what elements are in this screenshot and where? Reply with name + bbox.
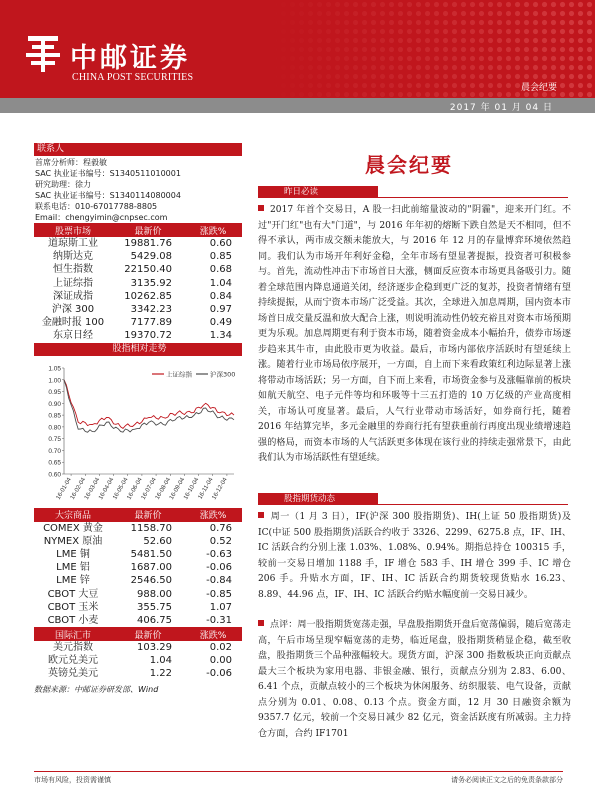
cell-name: CBOT 小麦: [47, 614, 99, 626]
cell-price: 7177.89: [130, 317, 172, 329]
fx-table: [34, 627, 242, 681]
cell-price: 19370.72: [124, 330, 172, 342]
cell-change: 1.34: [209, 330, 232, 342]
bullet-icon: [258, 205, 264, 211]
x-tick-label: 16-11-04: [197, 476, 215, 500]
cell-change: 0.68: [209, 264, 232, 276]
index-relative-chart: [34, 356, 242, 508]
y-tick-label: 0.65: [48, 459, 61, 467]
x-tick-label: 16-06-04: [126, 476, 144, 501]
section-header-yesterday: [258, 186, 568, 198]
section-label: 股指期货动态: [258, 493, 378, 505]
section-label: 昨日必读: [258, 186, 378, 198]
divider: [378, 197, 568, 198]
cell-price: 3342.23: [130, 304, 172, 316]
section2-paragraph-1: [258, 510, 571, 603]
table-row: [34, 250, 242, 263]
data-source-note: 数据来源：中邮证券研发部、Wind: [34, 684, 159, 694]
y-tick-label: 0.80: [48, 423, 61, 431]
cell-change: 0.84: [209, 290, 232, 302]
cell-name: 恒生指数: [53, 264, 93, 276]
table-row: [34, 561, 242, 574]
section2-text-1: 周一（1 月 3 日），IF(沪深 300 股指期货)、IH(上证 50 股指期货)及 IC(中证 500 股指期货)活跃合约收于 3326、2299、6275.8 点，IF、IH、IC 活跃合约分别上涨 1.03%、1.08%、0.94%。期指总持仓 100315 手，较前一交易日增加 1188 手，IF 增仓 583 手、IH 增仓 399 手、IC 增仓 206 手。升贴水方面，IF、IH、IC 活跃合约期货较现货贴水 16.23、8.89、44.96 点，IF、IH、IC 活跃合约贴水幅度前一交易日减少。: [258, 512, 571, 600]
cell-change: 0.97: [209, 304, 232, 316]
contact-email: Email：chengyimin@cnpsec.com: [35, 213, 168, 222]
cell-change: 0.52: [209, 535, 232, 547]
report-date: 2017 年 01 月 04 日: [449, 103, 553, 113]
cell-name: LME 铜: [56, 548, 90, 560]
table-row: [34, 535, 242, 548]
cell-name: CBOT 玉米: [47, 601, 99, 613]
cell-price: 988.00: [137, 588, 172, 600]
cell-change: -0.06: [206, 668, 232, 680]
cell-change: -0.63: [206, 548, 232, 560]
cell-name: LME 锌: [56, 575, 90, 587]
x-tick-label: 16-07-04: [140, 476, 158, 501]
section1-paragraph: [258, 203, 571, 467]
table-row: [34, 290, 242, 303]
col-header: 大宗商品: [34, 508, 112, 522]
contact-line: SAC 执业证书编号：S1340511010001: [35, 169, 181, 178]
table-row: [34, 548, 242, 561]
table-row: [34, 654, 242, 667]
table-row: [34, 667, 242, 680]
x-tick-label: 16-10-04: [183, 476, 201, 501]
cell-name: CBOT 大豆: [47, 588, 99, 600]
x-tick-label: 16-04-04: [98, 476, 116, 501]
cell-change: 1.04: [209, 277, 232, 289]
cell-change: 0.76: [209, 522, 232, 534]
contact-line: 联系电话：010-67017788-8805: [35, 202, 158, 211]
cell-price: 1158.70: [130, 522, 172, 534]
cell-price: 19881.76: [124, 238, 172, 250]
col-header: 涨跌%: [184, 223, 242, 237]
table-row: [34, 574, 242, 587]
cell-price: 406.75: [137, 614, 172, 626]
cell-change: 0.49: [209, 317, 232, 329]
col-header: 涨跌%: [184, 508, 242, 522]
col-header: 国际汇市: [34, 627, 112, 641]
report-type-label: 晨会纪要: [520, 83, 557, 93]
cell-change: 0.00: [209, 655, 232, 667]
cell-name: 金融时报 100: [41, 317, 105, 329]
cell-price: 2546.50: [130, 575, 172, 587]
bullet-icon: [258, 512, 264, 518]
x-tick-label: 16-05-04: [112, 476, 130, 501]
cell-price: 5429.08: [130, 251, 172, 263]
y-tick-label: 1.05: [48, 365, 61, 372]
contact-info: [34, 157, 242, 223]
commodity-table: [34, 508, 242, 628]
legend-label: 沪深300: [210, 370, 236, 378]
cell-change: 0.02: [209, 642, 232, 654]
report-header: [0, 0, 595, 98]
cell-price: 1.04: [149, 655, 172, 667]
table-row: [34, 237, 242, 250]
cell-price: 52.60: [143, 535, 172, 547]
y-tick-label: 0.75: [48, 435, 61, 443]
cell-price: 1687.00: [130, 562, 172, 574]
y-tick-label: 0.70: [48, 447, 61, 455]
cell-name: LME 铝: [56, 562, 90, 574]
contact-line: 首席分析师：程毅敏: [35, 158, 107, 167]
line-chart-svg: [34, 356, 242, 508]
brand-name-en: CHINA POST SECURITIES: [72, 72, 194, 83]
cell-name: 沪深 300: [51, 304, 95, 316]
table-row: [34, 303, 242, 316]
y-tick-label: 1.00: [48, 376, 61, 384]
y-tick-label: 0.90: [48, 400, 61, 408]
cell-change: 0.60: [209, 238, 232, 250]
cell-price: 1.22: [149, 668, 172, 680]
series-line-1: [64, 379, 234, 428]
table-row: [34, 263, 242, 276]
table-row: [34, 277, 242, 290]
cell-change: -0.84: [206, 575, 232, 587]
page-title: 晨会纪要: [365, 153, 453, 177]
section1-text: 2017 年首个交易日，A 股一扫此前缩量波动的"阴霾"，迎来开门红。不过"开门红"也有大"门道"，与 2016 年年初的熔断下跌自然是天不相同，但不得不承认，两市成交额未能放大，与 2016 年 12 月的存量博弈环境依然趋同。我们认为市场开年利好金稳，全年市场有望显著提振，投资者可积极参与。首先，流动性冲击下市场首日大涨，侧面反应资本市场更具备吸引力。随着全球范围内降息通道关闭，经济逐步企稳到更广泛的复苏，投资者情绪有望持续提振，从而宁资本市场广泛受益。其次，全球进入加息周期，国内资本市场首日成交量反温和放大配合上涨，则说明流动性仍较充裕且对资本市场预期更为乐观。加息周期更有利于资本市场，随着资金成本小幅抬升，债券市场逐步趋来其牛市，由此股市更为收益。最后，市场内部依序活跃时有望延续上涨。随着行业市场局依序展开，一方面，自上而下来看政策红利边际显著上涨将带动市场活跃；另一方面，自下而上来看，市场资金参与及涨幅靠前的板块如航天航空、电子元件等均和环吸等十三五打造的 10 万亿级的产业高度相关，市场认可度显著。最后，人气行业带动市场活好，如券商行托，随着 2016 年结算完毕，多元金融里的券商行托有望获重前行再度出现业绩增速趋强的格局，而资本市场的人气活跃更多体现在该行业的持续走强常景下，由此我们认为市场活跃性有望延续。: [258, 205, 571, 463]
legend-label: 上证综指: [166, 370, 192, 378]
y-tick-label: 0.85: [48, 412, 61, 420]
x-tick-label: 16-01-04: [55, 476, 73, 501]
x-tick-label: 16-09-04: [168, 476, 187, 501]
cell-price: 10262.85: [124, 290, 172, 302]
cell-price: 3135.92: [130, 277, 172, 289]
cell-price: 103.29: [137, 642, 172, 654]
cell-name: 纳斯达克: [53, 251, 93, 263]
contact-line: SAC 执业证书编号：S1340114080004: [35, 191, 181, 200]
section2-text-2: 点评：周一股指期货宽荡走强，早盘股指期货开盘后宽荡偏弱，随后宽荡走高，午后市场呈现窄幅宽荡的走势，临近尾盘，股指期货稍显企稳，截至收盘，股指期货三个品种涨幅较大。现货方面，沪深 300 指数板块正向贡献点最大三个板块为家用电器、非银金融、银行，贡献点分别为 2.83、6.00、6.41 个点，贡献点较小的三个板块为休闲服务、纺织服装、电气设备，贡献点分别为 0.01、0.08、0.13 个点。资金方面，12 月 30 日融资余额为 9357.7 亿元，较前一个交易日减少 82 亿元，资金活跃度有所减弱。主力持仓方面，合约 IF1701: [258, 620, 571, 739]
x-tick-label: 16-12-04: [211, 476, 229, 501]
table-row: [34, 641, 242, 654]
cell-name: 东京日经: [53, 330, 93, 342]
x-tick-label: 16-08-04: [154, 476, 172, 501]
footer-risk-note: 市场有风险，投资需谨慎: [34, 776, 111, 784]
table-row: [34, 587, 242, 600]
cell-name: NYMEX 原油: [43, 535, 103, 547]
cell-name: 上证综指: [53, 277, 93, 289]
x-tick-label: 16-02-04: [69, 476, 87, 501]
col-header: 最新价: [112, 223, 184, 237]
cell-price: 22150.40: [124, 264, 172, 276]
cell-name: COMEX 黄金: [43, 522, 103, 534]
brand-name-cn: 中邮证券: [70, 43, 190, 74]
col-header: 涨跌%: [184, 627, 242, 641]
cell-name: 英镑兑美元: [48, 668, 98, 680]
y-tick-label: 0.60: [48, 471, 61, 478]
y-tick-label: 0.95: [48, 388, 61, 396]
footer-divider: [34, 771, 563, 772]
footer-disclaimer: 请务必阅读正文之后的免责条款部分: [451, 776, 563, 784]
table-row: [34, 316, 242, 329]
cell-name: 欧元兑美元: [48, 655, 98, 667]
cell-name: 道琼斯工业: [48, 238, 98, 250]
left-sidebar: [34, 143, 242, 695]
cell-change: 0.85: [209, 251, 232, 263]
col-header: 最新价: [112, 627, 184, 641]
divider: [378, 504, 568, 505]
bullet-icon: [258, 620, 264, 626]
chart-title: 股指相对走势: [34, 343, 242, 356]
section-header-futures: [258, 493, 568, 505]
stock-index-table: [34, 223, 242, 343]
table-row: [34, 329, 242, 342]
cell-price: 5481.50: [130, 548, 172, 560]
china-post-logo-icon: [26, 34, 60, 74]
table-row: [34, 522, 242, 535]
col-header: 最新价: [112, 508, 184, 522]
cell-name: 美元指数: [53, 642, 93, 654]
cell-name: 深证成指: [53, 290, 93, 302]
cell-change: -0.31: [206, 614, 232, 626]
cell-change: -0.85: [206, 588, 232, 600]
cell-price: 355.75: [137, 601, 172, 613]
contact-header: 联系人: [34, 143, 242, 156]
cell-change: -0.06: [206, 562, 232, 574]
table-row: [34, 614, 242, 627]
col-header: 股票市场: [34, 223, 112, 237]
x-tick-label: 16-03-04: [83, 476, 102, 501]
table-row: [34, 601, 242, 614]
cell-change: 1.07: [209, 601, 232, 613]
section2-paragraph-2: [258, 618, 571, 742]
contact-line: 研究助理：徐力: [35, 180, 91, 189]
